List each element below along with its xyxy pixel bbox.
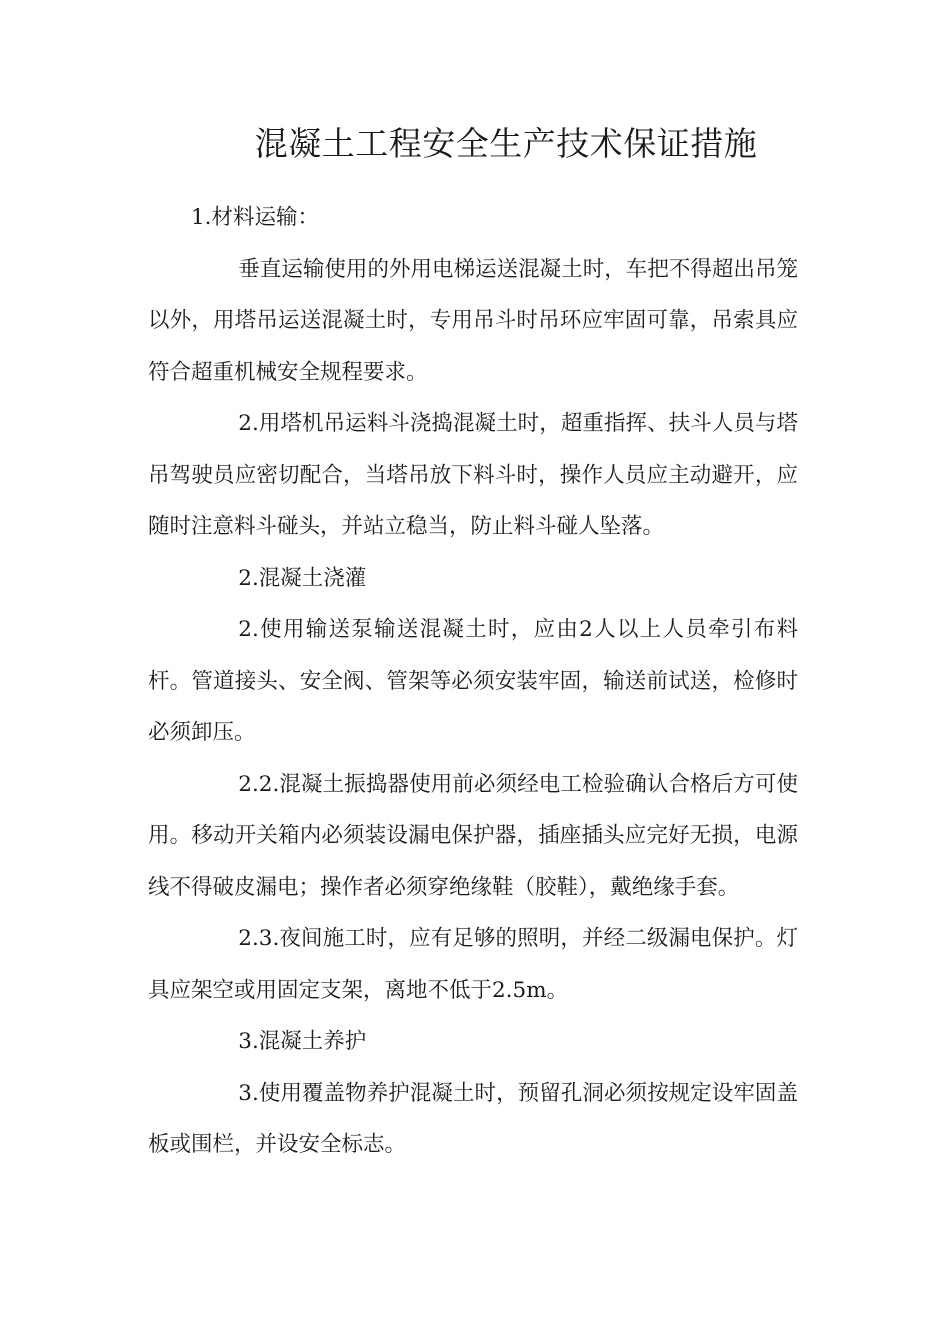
paragraph-5: 2.使用输送泵输送混凝土时，应由2人以上人员牵引布料杆。管道接头、安全阀、管架等必须安装牢固，输送前试送，检修时必须卸压。 <box>148 617 798 745</box>
paragraph-3: 2.用塔机吊运料斗浇捣混凝土时，超重指挥、扶斗人员与塔吊驾驶员应密切配合，当塔吊放下料斗时，操作人员应主动避开，应随时注意料斗碰头，并站立稳当，防止料斗碰人坠落。 <box>148 411 798 539</box>
paragraph-2: 垂直运输使用的外用电梯运送混凝土时，车把不得超出吊笼以外，用塔吊运送混凝土时，专用吊斗时吊环应牢固可靠，吊索具应符合超重机械安全规程要求。 <box>148 256 798 385</box>
document-body <box>148 192 798 1171</box>
paragraph-8: 3.混凝土养护 <box>238 1029 367 1054</box>
paragraph-7: 2.3.夜间施工时，应有足够的照明，并经二级漏电保护。灯具应架空或用固定支架，离地不低于2.5m。 <box>148 926 798 1003</box>
paragraph-6: 2.2.混凝土振捣器使用前必须经电工检验确认合格后方可使用。移动开关箱内必须装设漏电保护器，插座插头应完好无损，电源线不得破皮漏电；操作者必须穿绝缘鞋（胶鞋），戴绝缘手套。 <box>148 771 798 900</box>
paragraph-9: 3.使用覆盖物养护混凝土时，预留孔洞必须按规定设牢固盖板或围栏，并设安全标志。 <box>148 1080 798 1157</box>
paragraph-4: 2.混凝土浇灌 <box>238 565 367 591</box>
document-title: 混凝土工程安全生产技术保证措施 <box>254 124 758 163</box>
paragraph-1: 1.材料运输： <box>191 205 320 230</box>
